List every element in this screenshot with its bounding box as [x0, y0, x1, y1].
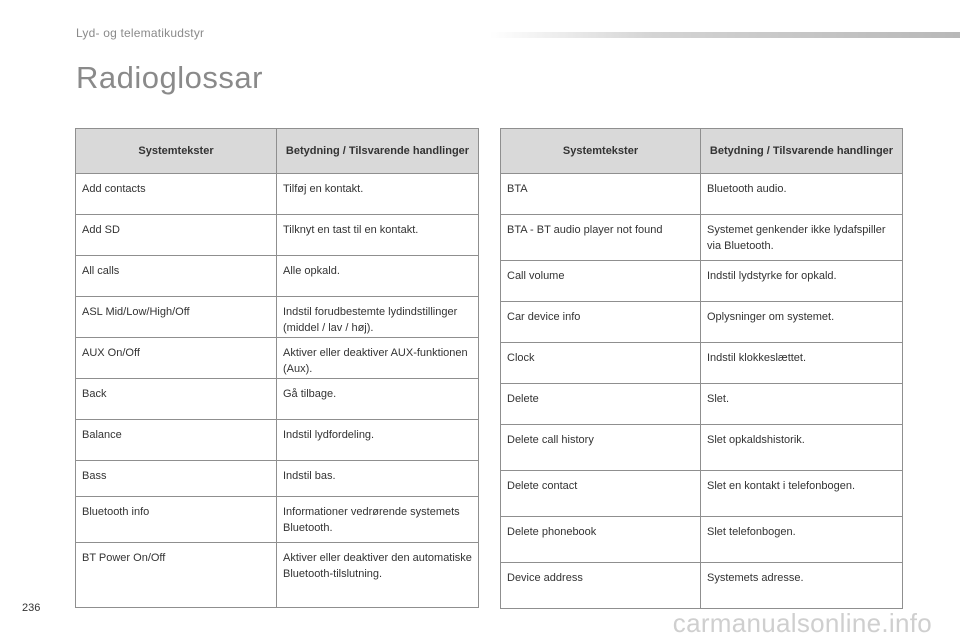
table-row [501, 563, 903, 609]
term-cell: ASL Mid/Low/High/Off [76, 297, 277, 338]
term-cell: Call volume [501, 261, 701, 302]
table-row [501, 215, 903, 261]
table-header-row [501, 129, 903, 174]
table-header-row [76, 129, 479, 174]
term-cell: Car device info [501, 302, 701, 343]
term-cell: Delete call history [501, 425, 701, 471]
column-header-term: Systemtekster [501, 129, 701, 174]
table-row [501, 261, 903, 302]
meaning-cell: Slet opkaldshistorik. [701, 425, 903, 471]
table-row [76, 297, 479, 338]
meaning-cell: Tilføj en kontakt. [277, 174, 479, 215]
meaning-cell: Indstil lydstyrke for opkald. [701, 261, 903, 302]
meaning-cell: Tilknyt en tast til en kontakt. [277, 215, 479, 256]
meaning-cell: Alle opkald. [277, 256, 479, 297]
term-cell: BTA - BT audio player not found [501, 215, 701, 261]
term-cell: AUX On/Off [76, 338, 277, 379]
meaning-cell: Aktiver eller deaktiver AUX-funktionen (Aux). [277, 338, 479, 379]
column-header-meaning: Betydning / Tilsvarende handlinger [701, 129, 903, 174]
table-row [501, 384, 903, 425]
meaning-cell: Informationer vedrørende systemets Bluetooth. [277, 497, 479, 543]
header-divider [490, 32, 960, 38]
meaning-cell: Aktiver eller deaktiver den automatiske Bluetooth-tilslutning. [277, 543, 479, 608]
term-cell: Back [76, 379, 277, 420]
meaning-cell: Oplysninger om systemet. [701, 302, 903, 343]
table-row [501, 425, 903, 471]
term-cell: All calls [76, 256, 277, 297]
section-title: Lyd- og telematikudstyr [76, 26, 205, 40]
term-cell: Clock [501, 343, 701, 384]
page-number: 236 [22, 602, 41, 614]
table-row [76, 461, 479, 497]
term-cell: Delete contact [501, 471, 701, 517]
term-cell: Delete phonebook [501, 517, 701, 563]
table-row [76, 256, 479, 297]
term-cell: BT Power On/Off [76, 543, 277, 608]
term-cell: Add contacts [76, 174, 277, 215]
term-cell: Bass [76, 461, 277, 497]
table-row [76, 420, 479, 461]
table-row [501, 302, 903, 343]
term-cell: Balance [76, 420, 277, 461]
table-row [76, 497, 479, 543]
watermark: carmanualsonline.info [672, 608, 932, 638]
column-header-meaning: Betydning / Tilsvarende handlinger [277, 129, 479, 174]
table-row [501, 517, 903, 563]
meaning-cell: Bluetooth audio. [701, 174, 903, 215]
meaning-cell: Slet telefonbogen. [701, 517, 903, 563]
table-row [76, 379, 479, 420]
glossary-table-right [500, 128, 903, 609]
table-row [76, 543, 479, 608]
meaning-cell: Systemet genkender ikke lydafspiller via Bluetooth. [701, 215, 903, 261]
meaning-cell: Indstil lydfordeling. [277, 420, 479, 461]
table-row [501, 471, 903, 517]
meaning-cell: Systemets adresse. [701, 563, 903, 609]
meaning-cell: Indstil forudbestemte lydindstillinger (middel / lav / høj). [277, 297, 479, 338]
page-title: Radioglossar [76, 60, 263, 95]
meaning-cell: Indstil klokkeslættet. [701, 343, 903, 384]
term-cell: Bluetooth info [76, 497, 277, 543]
term-cell: BTA [501, 174, 701, 215]
table-row [501, 174, 903, 215]
meaning-cell: Indstil bas. [277, 461, 479, 497]
table-row [501, 343, 903, 384]
term-cell: Device address [501, 563, 701, 609]
meaning-cell: Gå tilbage. [277, 379, 479, 420]
meaning-cell: Slet. [701, 384, 903, 425]
term-cell: Add SD [76, 215, 277, 256]
term-cell: Delete [501, 384, 701, 425]
meaning-cell: Slet en kontakt i telefonbogen. [701, 471, 903, 517]
column-header-term: Systemtekster [76, 129, 277, 174]
table-row [76, 174, 479, 215]
glossary-table-left [75, 128, 479, 608]
table-row [76, 215, 479, 256]
table-row [76, 338, 479, 379]
